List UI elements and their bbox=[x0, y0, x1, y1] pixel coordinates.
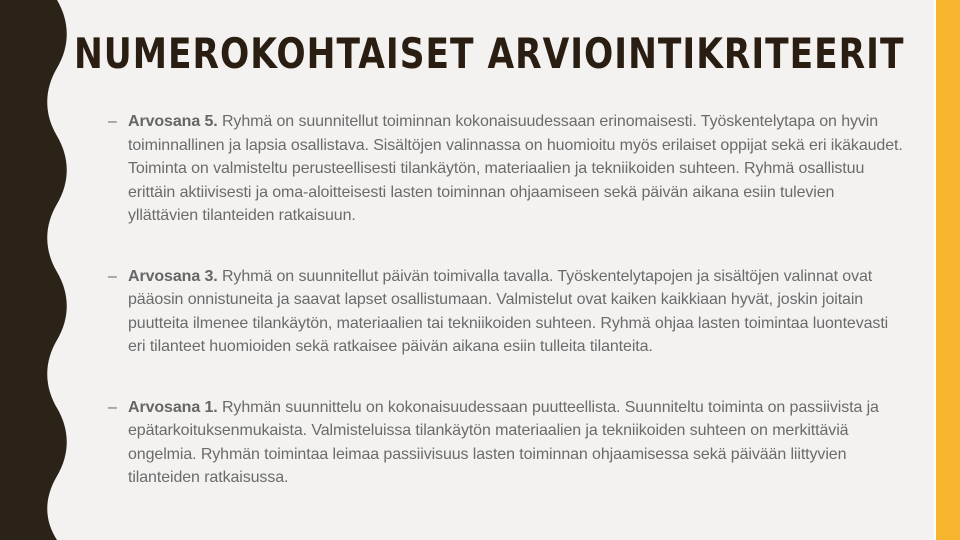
criteria-text: Ryhmä on suunnitellut päivän toimivalla tavalla. Työskentelytapojen ja sisältöjen valinnat ovat pääosin onnistuneita ja saavat lapset osallistumaan. Valmistelut ovat kaiken kaikkiaan hyvät, joskin joitain puutteita ilmenee tilankäytön, materiaalien tai tekniikoiden suhteen. Ryhmä ohjaa lasten toimintaa luontevasti eri tilanteet huomioiden sekä ratkaisee päivän aikana esiin tulleita tilanteita. bbox=[128, 267, 889, 355]
wavy-band-shape bbox=[0, 0, 67, 540]
grade-label: Arvosana 3. bbox=[128, 267, 218, 285]
grade-label: Arvosana 1. bbox=[128, 398, 218, 416]
bullet-dash: – bbox=[108, 113, 117, 130]
criteria-text: Ryhmä on suunnitellut toiminnan kokonaisuudessaan erinomaisesti. Työskentelytapa on hyvin toiminnallinen ja lapsia osallistava. Sisältöjen valinnassa on huomioitu myös erilaiset oppijat sekä eri ikäkaudet. Toiminta on valmisteltu perusteellisesti tilankäytön, materiaalien ja tekniikoiden suhteen. Ryhmä osallistuu erittäin aktiivisesti ja oma-aloitteisesti lasten toiminnan ohjaamiseen sekä päivän aikana esiin tulevien yllättävien tilanteiden ratkaisuun. bbox=[128, 113, 903, 224]
bullet-dash: – bbox=[108, 267, 117, 285]
slide-title: NUMEROKOHTAISET ARVIOINTIKRITEERIT bbox=[74, 29, 905, 78]
criteria-text: Ryhmän suunnittelu on kokonaisuudessaan puutteellista. Suunniteltu toiminta on passiivista ja epätarkoituksenmukaista. Valmisteluissa tilankäytön materiaalien ja tekniikoiden suhteen on merkittäviä ongelmia. Ryhmän toimintaa leimaa passiivisuus lasten toiminnan ohjaamisessa sekä päivään liittyvien tilanteiden ratkaisussa. bbox=[128, 398, 879, 486]
wavy-left-band bbox=[0, 0, 80, 540]
criteria-item-grade-1 bbox=[104, 396, 904, 490]
criteria-list bbox=[104, 110, 904, 490]
criteria-item-grade-3 bbox=[104, 265, 904, 359]
accent-stripe bbox=[936, 0, 960, 540]
criteria-item-grade-5 bbox=[104, 110, 904, 228]
bullet-dash: – bbox=[108, 398, 117, 416]
grade-label: Arvosana 5. bbox=[128, 113, 218, 130]
